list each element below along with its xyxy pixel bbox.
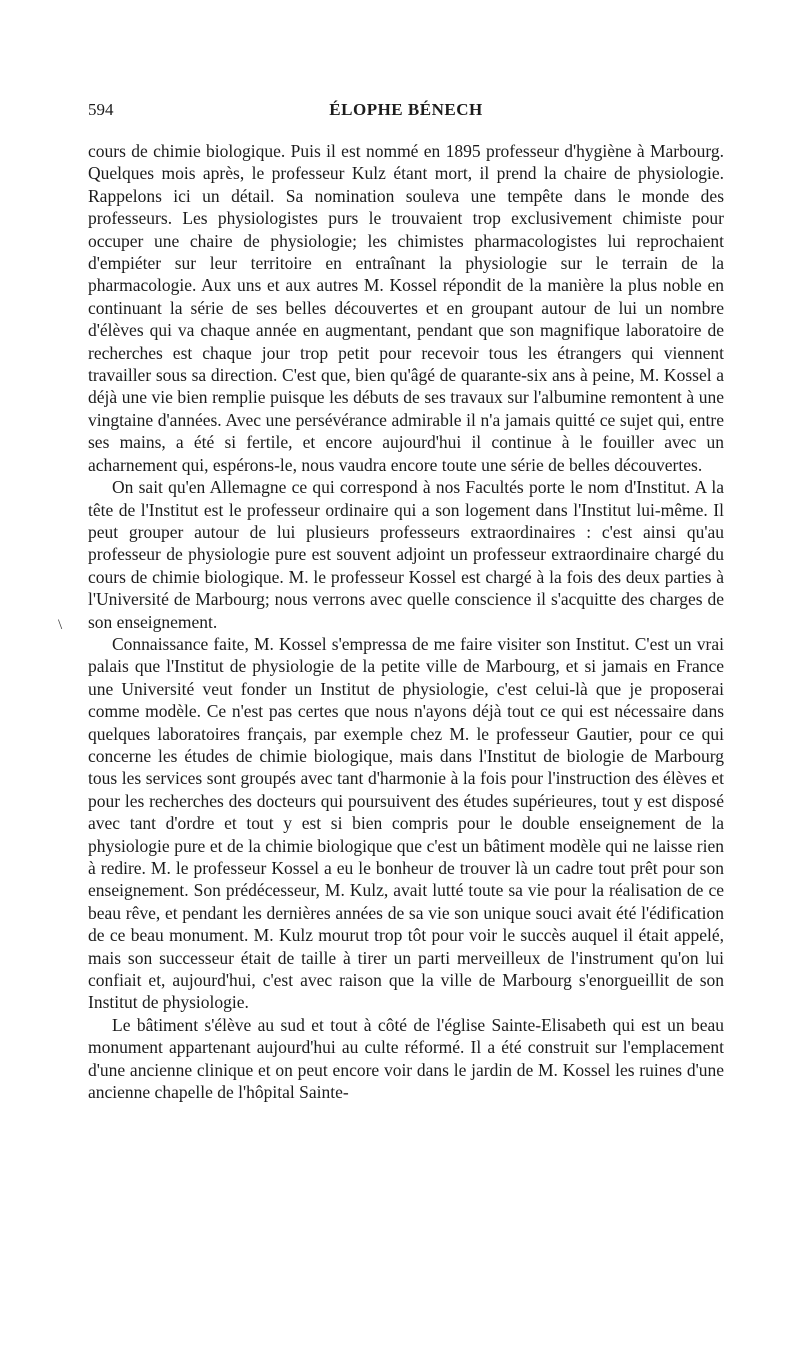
- paragraph-1: cours de chimie biologique. Puis il est nommé en 1895 professeur d'hygiène à Marbourg. Quelques mois après, le professeur Kulz étant mort, il prend la chaire de physiologie. Rappelons ici un détail. Sa nomination souleva une tempête dans le monde des professeurs. Les physiologistes purs le trouvaient trop exclusivement chimiste pour occuper une chaire de physiologie; les chimistes pharmacologistes lui reprochaient d'empiéter sur leur territoire en entraînant la physiologie sur le terrain de la pharmacologie. Aux uns et aux autres M. Kossel répondit de la manière la plus noble en continuant la série de ses belles découvertes et en groupant autour de lui un nombre d'élèves qui va chaque année en augmentant, pendant que son magnifique laboratoire de recherches est chaque jour trop petit pour recevoir tous les étrangers qui viennent travailler sous sa direction. C'est que, bien qu'âgé de quarante-six ans à peine, M. Kossel a déjà une vie bien remplie puisque les débuts de ses travaux sur l'albumine remontent à une vingtaine d'années. Avec une persévérance admirable il n'a jamais quitté ce sujet qui, entre ses mains, a été si fertile, et encore aujourd'hui il continue à le fouiller avec un acharnement qui, espérons-le, nous vaudra encore toute une série de belles découvertes.: [88, 141, 724, 475]
- paragraph-3: Connaissance faite, M. Kossel s'empressa de me faire visiter son Institut. C'est un vrai palais que l'Institut de physiologie de la petite ville de Marbourg, et si jamais en France une Université veut fonder un Institut de physiologie, c'est celui-là que je proposerai comme modèle. Ce n'est pas certes que nous n'ayons déjà tout ce qui est nécessaire dans quelques laboratoires français, par exemple chez M. le professeur Gautier, pour ce qui concerne les études de chimie biologique, mais dans l'Institut de biologie de Marbourg tous les services sont groupés avec tant d'harmonie à la fois pour l'instruction des élèves et pour les recherches des docteurs qui poursuivent des études supérieures, tout y est disposé avec tant d'ordre et tout y est si bien compris pour le double enseignement de la physiologie pure et de la chimie biologique que c'est un bâtiment modèle qui ne laisse rien à redire. M. le professeur Kossel a eu le bonheur de trouver là un cadre tout prêt pour son enseignement. Son prédécesseur, M. Kulz, avait lutté toute sa vie pour la réalisation de ce beau rêve, et pendant les dernières années de sa vie son unique souci avait été l'édification de ce beau monument. M. Kulz mourut trop tôt pour voir le succès auquel il était appelé, mais son successeur était de taille à tirer un parti merveilleux de l'instrument qu'on lui confiait et, aujourd'hui, c'est avec raison que la ville de Marbourg s'enorgueillit de son Institut de physiologie.: [88, 633, 724, 1013]
- running-title: ÉLOPHE BÉNECH: [329, 100, 483, 119]
- margin-mark: \: [58, 617, 63, 633]
- paragraph-4: Le bâtiment s'élève au sud et tout à côté de l'église Sainte-Elisabeth qui est un beau monument appartenant aujourd'hui au culte réformé. Il a été construit sur l'emplacement d'une ancienne clinique et on peut encore voir dans le jardin de M. Kossel les ruines d'une ancienne chapelle de l'hôpital Sainte-: [88, 1014, 724, 1103]
- paragraph-2: On sait qu'en Allemagne ce qui correspond à nos Facultés porte le nom d'Institut. A la tête de l'Institut est le professeur ordinaire qui a son logement dans l'Institut lui-même. Il peut grouper autour de lui plusieurs professeurs extraordinaires : c'est ainsi qu'au professeur de physiologie pure est souvent adjoint un professeur extraordinaire chargé du cours de chimie biologique. M. le professeur Kossel est chargé à la fois des deux parties à l'Université de Marbourg; nous verrons avec quelle conscience il s'acquitte des charges de son enseignement.: [88, 477, 724, 632]
- running-header: [88, 100, 724, 124]
- page-number: 594: [88, 100, 114, 119]
- body-text: [88, 140, 724, 1103]
